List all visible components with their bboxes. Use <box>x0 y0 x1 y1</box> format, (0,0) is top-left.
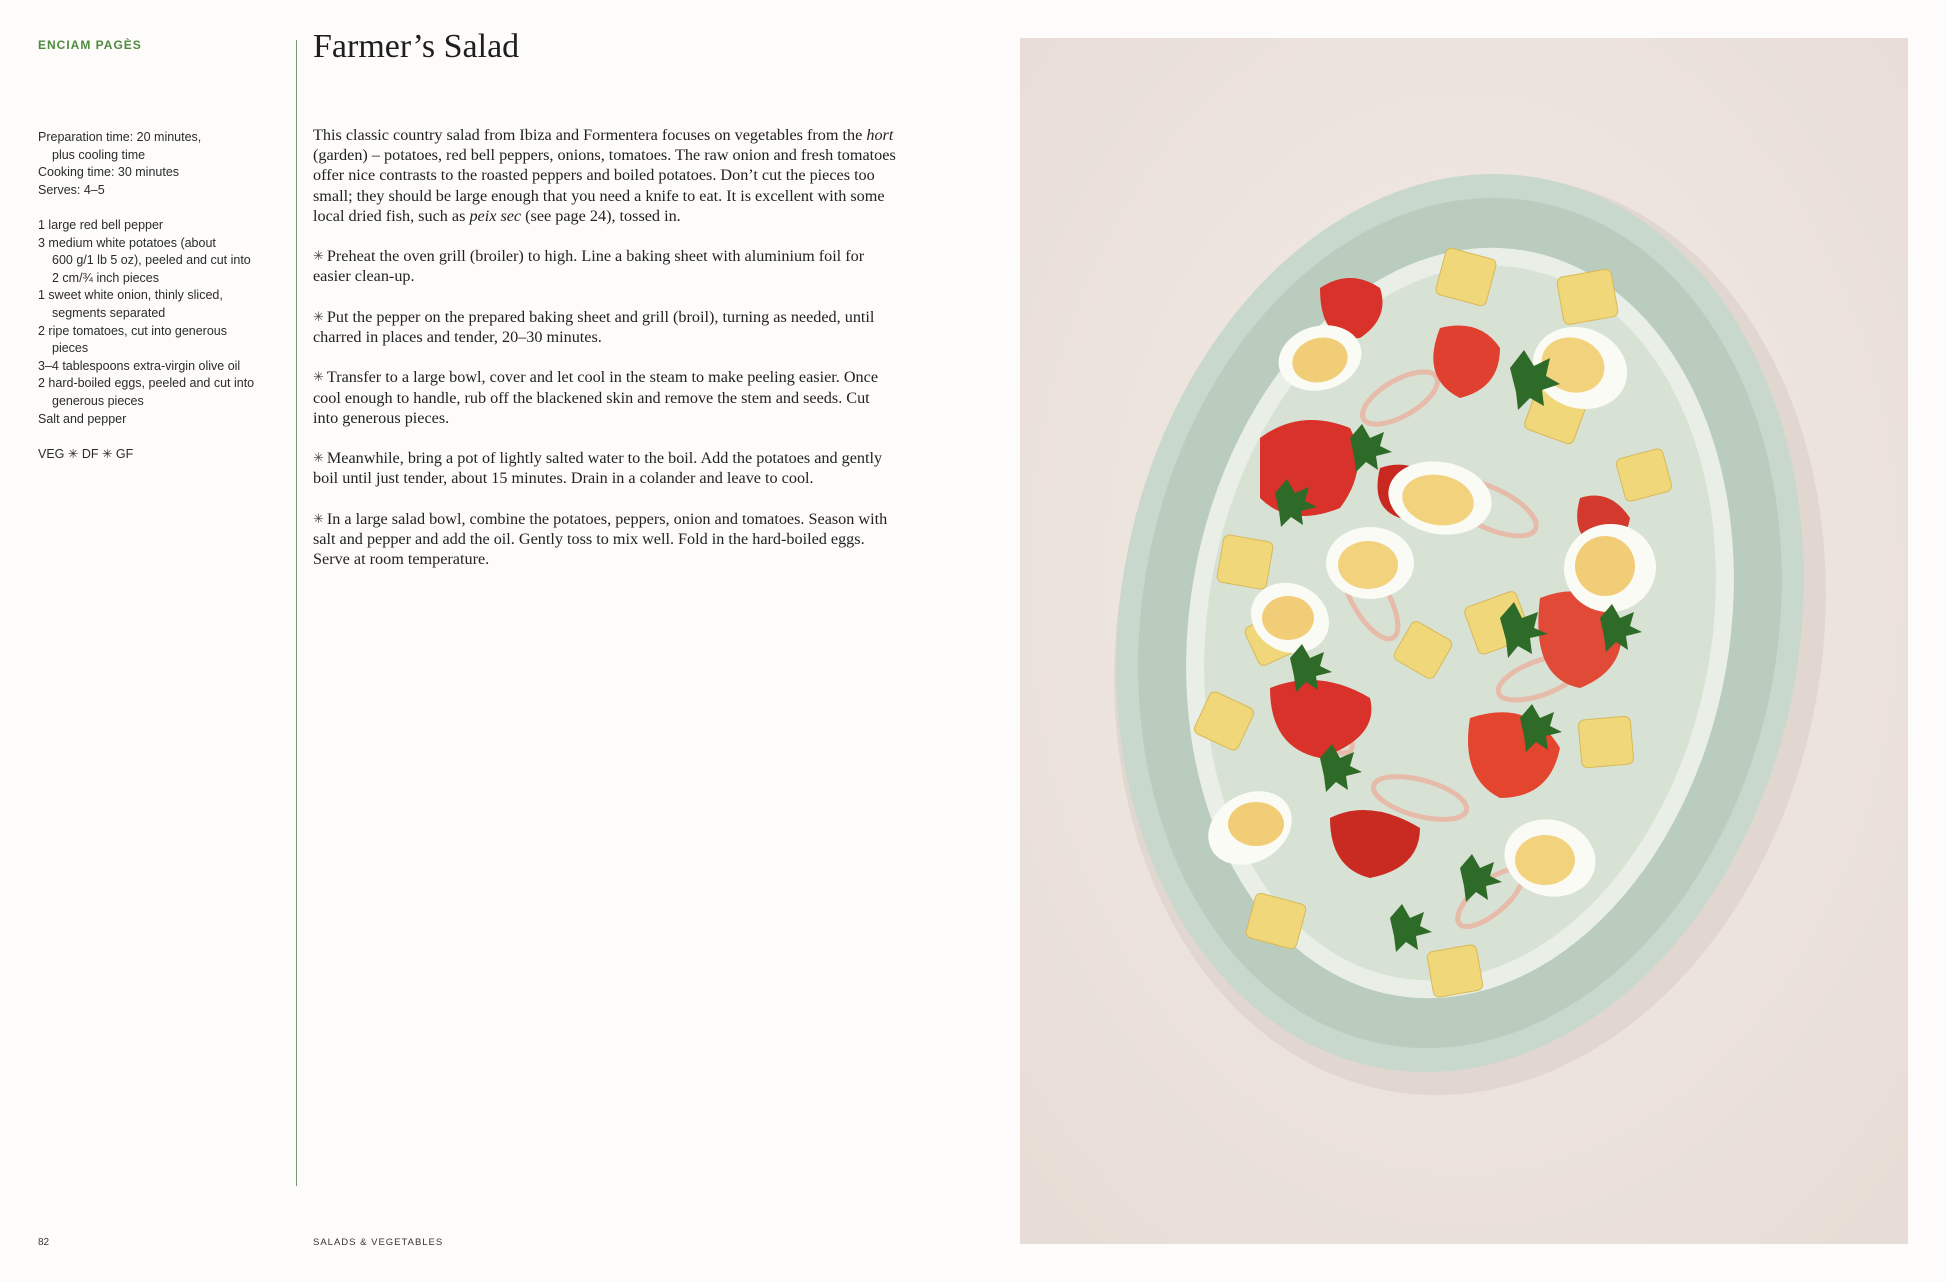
method-step: ✳ Preheat the oven grill (broiler) to high. Line a baking sheet with aluminium foil for easier clean-up. <box>313 247 865 286</box>
salad-photo <box>1020 38 1908 1244</box>
asterisk-icon: ✳ <box>313 248 324 264</box>
intro-paragraph: This classic country salad from Ibiza and Formentera focuses on vegetables from the hort (garden) – potatoes, red bell peppers, onions, tomatoes. The raw onion and fresh tomatoes offer nice contrasts to the roasted peppers and boiled potatoes. Don’t cut the pieces too small; they should be large enough that you need a knife to eat. It is excellent with some local dried fish, such as peix sec (see page 24), tossed in. <box>313 126 896 225</box>
ingredient: 1 sweet white onion, thinly sliced, <box>38 288 223 303</box>
ingredient-cont: 600 g/1 lb 5 oz), peeled and cut into <box>52 253 251 268</box>
serves: Serves: 4–5 <box>38 182 105 197</box>
page-number: 82 <box>38 1237 50 1248</box>
method-step: ✳ In a large salad bowl, combine the potatoes, peppers, onion and tomatoes. Season with salt and pepper and add the oil. Gently toss to mix well. Fold in the hard-boiled eggs. Serve at room temperature. <box>313 509 888 569</box>
cook-time: Cooking time: 30 minutes <box>38 165 180 180</box>
ingredient-cont: segments separated <box>52 305 166 320</box>
ingredient: Salt and pepper <box>38 411 127 426</box>
section-name: SALADS & VEGETABLES <box>313 1237 444 1248</box>
ingredient: 1 large red bell pepper <box>38 217 164 232</box>
method-step: ✳ Put the pepper on the prepared baking sheet and grill (broil), turning as needed, until charred in places and tender, 20–30 minutes. <box>313 307 875 346</box>
ingredient: 2 ripe tomatoes, cut into generous <box>38 323 228 338</box>
asterisk-icon: ✳ <box>313 510 324 526</box>
asterisk-icon: ✳ <box>313 450 324 466</box>
recipe-title: Farmer’s Salad <box>313 28 520 65</box>
ingredient-cont: generous pieces <box>52 393 144 408</box>
salad-plate-illustration <box>1020 38 1908 1244</box>
column-divider <box>296 40 297 1186</box>
prep-time-note: plus cooling time <box>52 147 146 162</box>
ingredient: 2 hard-boiled eggs, peeled and cut into <box>38 376 255 391</box>
recipe-kicker: ENCIAM PAGÈS <box>38 38 142 52</box>
asterisk-icon: ✳ <box>313 369 324 385</box>
method-step: ✳ Transfer to a large bowl, cover and let cool in the steam to make peeling easier. Once cool enough to handle, rub off the blackened skin and remove the stem and seeds. Cut into generous pieces. <box>313 368 878 427</box>
method-step: ✳ Meanwhile, bring a pot of lightly salted water to the boil. Add the potatoes and gently boil until just tender, about 15 minutes. Drain in a colander and leave to cool. <box>313 449 883 488</box>
recipe-body <box>313 125 898 590</box>
asterisk-icon: ✳ <box>313 308 324 324</box>
ingredient-cont: 2 cm/¾ inch pieces <box>52 270 159 285</box>
diet-tags: VEG ✳ DF ✳ GF <box>38 446 134 461</box>
ingredient: 3–4 tablespoons extra-virgin olive oil <box>38 358 241 373</box>
recipe-meta <box>38 129 278 463</box>
prep-time: Preparation time: 20 minutes, <box>38 130 202 144</box>
ingredient: 3 medium white potatoes (about <box>38 235 216 250</box>
ingredient-cont: pieces <box>52 341 89 356</box>
